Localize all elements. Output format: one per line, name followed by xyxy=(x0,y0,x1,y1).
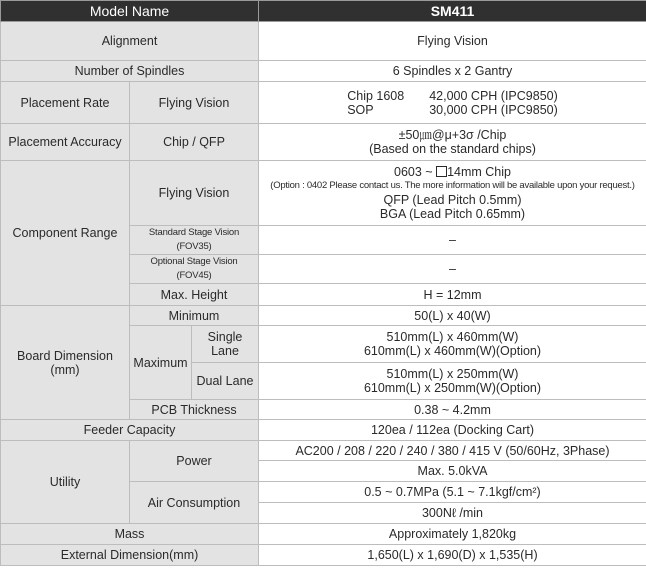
component-flying-value xyxy=(259,161,646,226)
component-chip-line xyxy=(261,165,644,179)
rate-sop-item: SOP xyxy=(347,102,374,117)
air-label: Air Consumption xyxy=(130,482,259,524)
board-maximum-label: Maximum xyxy=(130,326,192,400)
single-lane-value xyxy=(259,326,646,363)
component-flying-row xyxy=(1,161,646,226)
placement-rate-sublabel: Flying Vision xyxy=(130,82,259,124)
utility-label: Utility xyxy=(1,441,130,524)
external-dimension-label: External Dimension(mm) xyxy=(1,545,259,566)
alignment-value: Flying Vision xyxy=(259,22,646,61)
component-bga-line: BGA (Lead Pitch 0.65mm) xyxy=(379,207,526,221)
square-icon xyxy=(436,166,447,177)
placement-rate-list xyxy=(347,89,558,117)
model-value-header: SM411 xyxy=(259,1,646,22)
component-option-note: (Option : 0402 Please contact us. The more information will be available upon your request.) xyxy=(270,180,635,191)
standard-stage-value: – xyxy=(259,226,646,255)
board-dimension-label-line-2: (mm) xyxy=(50,362,80,377)
accuracy-value xyxy=(259,124,646,161)
feeder-label: Feeder Capacity xyxy=(1,420,259,441)
standard-stage-label: Standard Stage Vision (FOV35) xyxy=(130,226,259,255)
optional-stage-label: Optional Stage Vision (FOV45) xyxy=(130,255,259,284)
rate-sop-speed: 30,000 CPH (IPC9850) xyxy=(429,102,558,117)
placement-rate-row xyxy=(1,82,646,124)
single-lane-line-1: 510mm(L) x 460mm(W) xyxy=(386,330,519,344)
accuracy-row xyxy=(1,124,646,161)
max-height-label: Max. Height xyxy=(130,284,259,306)
chip-range-suffix: 14mm Chip xyxy=(447,165,511,179)
dual-lane-value xyxy=(259,363,646,400)
power-value-2: Max. 5.0kVA xyxy=(259,461,646,482)
mass-label: Mass xyxy=(1,524,259,545)
rate-line-sop xyxy=(347,103,558,117)
dual-lane-line-1: 510mm(L) x 250mm(W) xyxy=(386,367,519,381)
dual-lane-label: Dual Lane xyxy=(192,363,259,400)
chip-range-prefix: 0603 ~ xyxy=(394,165,437,179)
air-value-1: 0.5 ~ 0.7MPa (5.1 ~ 7.1kgf/cm²) xyxy=(259,482,646,503)
optional-stage-value: – xyxy=(259,255,646,284)
board-dimension-label-line-1: Board Dimension xyxy=(17,348,113,363)
pcb-thickness-label: PCB Thickness xyxy=(130,400,259,420)
max-height-value: H = 12mm xyxy=(259,284,646,306)
feeder-row xyxy=(1,420,646,441)
air-value-2: 300Nℓ /min xyxy=(259,503,646,524)
power-value-1: AC200 / 208 / 220 / 240 / 380 / 415 V (50/60Hz, 3Phase) xyxy=(259,441,646,461)
accuracy-line-2: (Based on the standard chips) xyxy=(369,142,536,156)
board-dimension-label xyxy=(1,306,130,420)
component-flying-label: Flying Vision xyxy=(130,161,259,226)
single-lane-line-2: 610mm(L) x 460mm(W)(Option) xyxy=(363,344,542,358)
component-qfp-line: QFP (Lead Pitch 0.5mm) xyxy=(383,193,522,207)
single-lane-label: Single Lane xyxy=(192,326,259,363)
placement-rate-value xyxy=(259,82,646,124)
board-minimum-row xyxy=(1,306,646,326)
board-minimum-label: Minimum xyxy=(130,306,259,326)
accuracy-label: Placement Accuracy xyxy=(1,124,130,161)
header-row xyxy=(1,1,646,22)
pcb-thickness-value: 0.38 ~ 4.2mm xyxy=(259,400,646,420)
external-dimension-value: 1,650(L) x 1,690(D) x 1,535(H) xyxy=(259,545,646,566)
power-label: Power xyxy=(130,441,259,482)
placement-rate-label: Placement Rate xyxy=(1,82,130,124)
rate-chip-speed: 42,000 CPH (IPC9850) xyxy=(429,88,558,103)
accuracy-line-1: ±50㎛@μ+3σ /Chip xyxy=(398,128,507,142)
feeder-value: 120ea / 112ea (Docking Cart) xyxy=(259,420,646,441)
spindles-label: Number of Spindles xyxy=(1,61,259,82)
mass-row xyxy=(1,524,646,545)
alignment-row xyxy=(1,22,646,61)
mass-value: Approximately 1,820kg xyxy=(259,524,646,545)
external-dimension-row xyxy=(1,545,646,566)
spindles-row xyxy=(1,61,646,82)
power-row-1 xyxy=(1,441,646,461)
accuracy-sublabel: Chip / QFP xyxy=(130,124,259,161)
component-range-label: Component Range xyxy=(1,161,130,306)
alignment-label: Alignment xyxy=(1,22,259,61)
dual-lane-line-2: 610mm(L) x 250mm(W)(Option) xyxy=(363,381,542,395)
board-minimum-value: 50(L) x 40(W) xyxy=(259,306,646,326)
rate-line-chip xyxy=(347,89,558,103)
spindles-value: 6 Spindles x 2 Gantry xyxy=(259,61,646,82)
rate-chip-item: Chip 1608 xyxy=(347,88,405,103)
model-name-header: Model Name xyxy=(1,1,259,22)
